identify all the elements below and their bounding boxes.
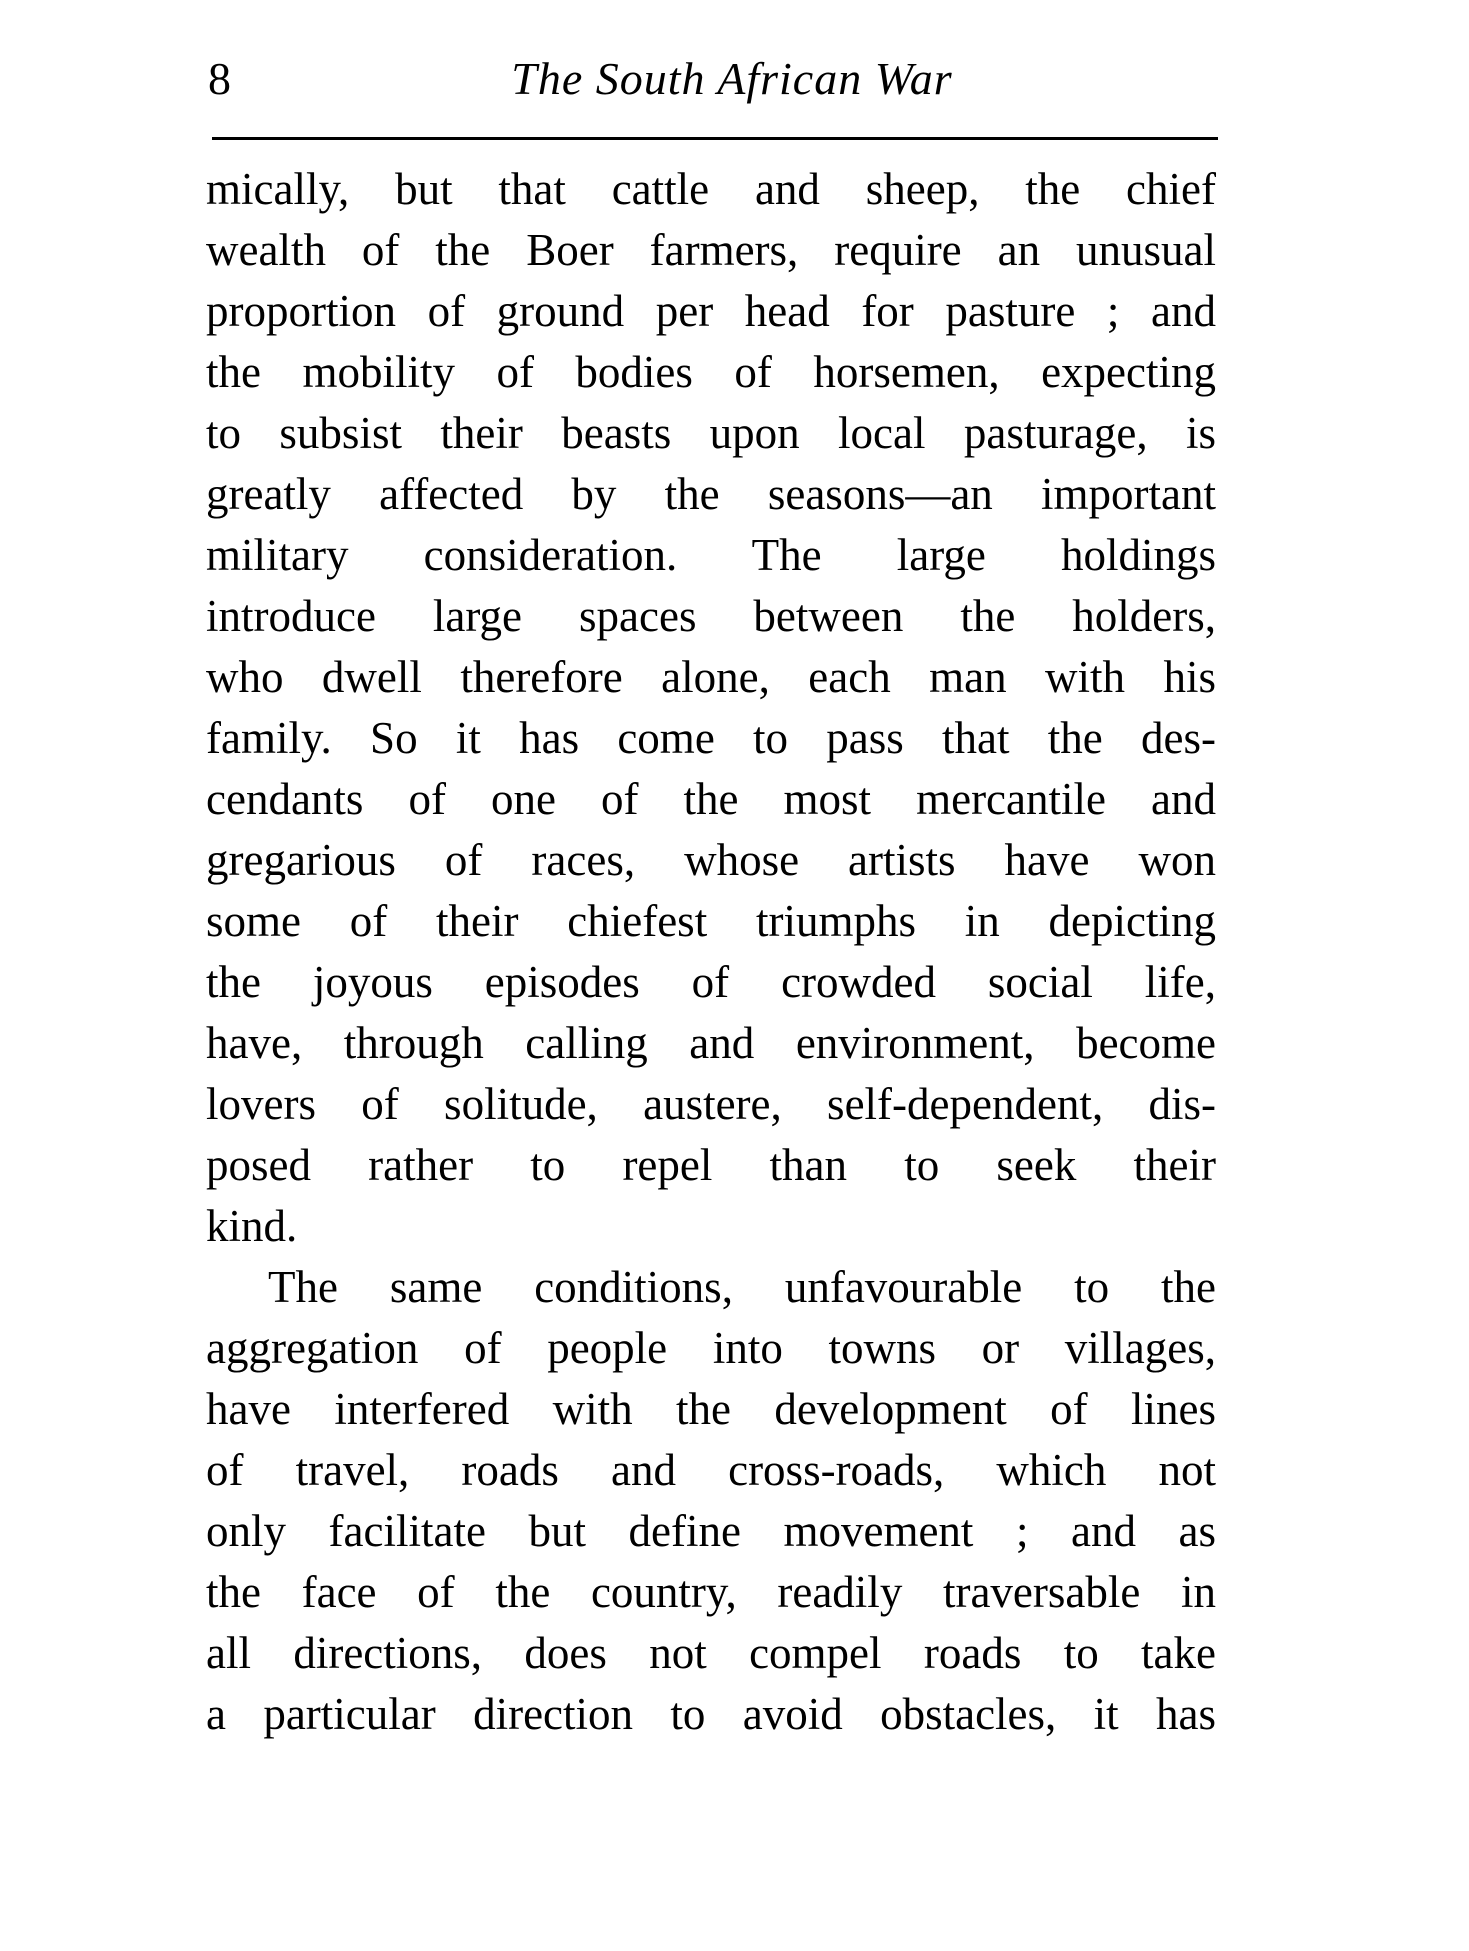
text-line: who dwell therefore alone, each man with his [206, 652, 1216, 702]
text-line: cendants of one of the most mercantile and [206, 774, 1216, 824]
header-rule [212, 137, 1218, 140]
text-line: some of their chiefest triumphs in depicting [206, 896, 1216, 946]
text-line: of travel, roads and cross-roads, which not [206, 1445, 1216, 1495]
paragraph [206, 1257, 1216, 1745]
text-line: lovers of solitude, austere, self-dependent, dis- [206, 1079, 1216, 1129]
running-header [208, 52, 1216, 112]
body-text [206, 159, 1216, 1745]
text-line: family. So it has come to pass that the des- [206, 713, 1216, 763]
running-title: The South African War [511, 53, 953, 104]
text-line: military consideration. The large holdings [206, 530, 1216, 580]
text-line: the joyous episodes of crowded social life, [206, 957, 1216, 1007]
text-line: mically, but that cattle and sheep, the chief [206, 164, 1216, 214]
text-line: proportion of ground per head for pasture ; and [206, 286, 1216, 336]
text-line: to subsist their beasts upon local pasturage, is [206, 408, 1216, 458]
text-line: gregarious of races, whose artists have won [206, 835, 1216, 885]
text-line: wealth of the Boer farmers, require an unusual [206, 225, 1216, 275]
text-line: greatly affected by the seasons—an important [206, 469, 1216, 519]
text-line: all directions, does not compel roads to take [206, 1628, 1216, 1678]
text-line: the mobility of bodies of horsemen, expecting [206, 347, 1216, 397]
text-line: The same conditions, unfavourable to the [268, 1262, 1216, 1312]
text-line: have interfered with the development of lines [206, 1384, 1216, 1434]
text-line: a particular direction to avoid obstacles, it has [206, 1689, 1216, 1739]
text-line: kind. [206, 1201, 298, 1251]
text-line: posed rather to repel than to seek their [206, 1140, 1216, 1190]
text-line: have, through calling and environment, become [206, 1018, 1216, 1068]
text-line: only facilitate but define movement ; and as [206, 1506, 1216, 1556]
text-line: introduce large spaces between the holders, [206, 591, 1216, 641]
text-line: aggregation of people into towns or villages, [206, 1323, 1216, 1373]
paragraph [206, 159, 1216, 1257]
text-line: the face of the country, readily traversable in [206, 1567, 1216, 1617]
page-number: 8 [208, 53, 231, 104]
